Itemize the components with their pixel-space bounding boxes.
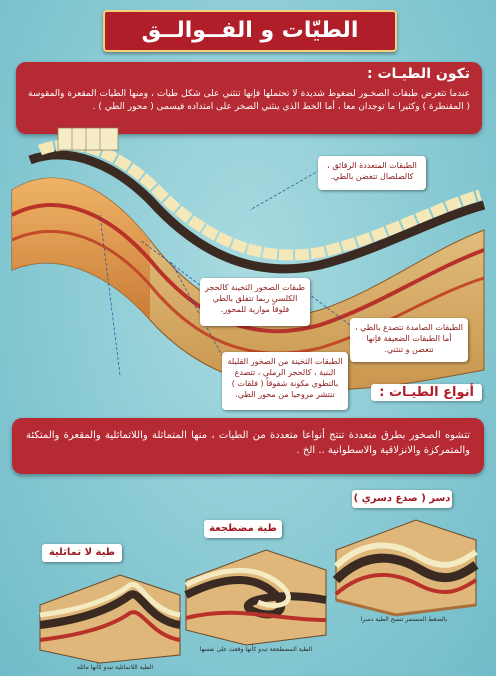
- thrust-fold-block: [326, 510, 486, 620]
- label-recumbent-fold: طية مضطجعة: [204, 520, 282, 538]
- recumbent-fold-block: [176, 540, 336, 650]
- callout-laminated-layers: الطبقات المتعددة الرقائق ، كالصلصال تتغضن بالطي.: [318, 156, 426, 190]
- formation-heading: تكون الطيـات :: [367, 66, 470, 82]
- caption-recumbent: الطية المضطجعة تبدو كأنها وقعت على نفسها: [199, 646, 313, 653]
- caption-thrust: بالضغط المستمر تنسح الطية دسرا: [360, 616, 448, 623]
- caption-asymmetric: الطية اللاتماثلية تبدو كأنها مائلة: [76, 664, 154, 671]
- label-asymmetric-fold: طية لا تماثلية: [42, 544, 122, 562]
- asymmetric-fold-block: [30, 565, 190, 665]
- callout-competent-layers: الطبقات الصامدة تتصدع بالطي ، أما الطبقات الضعيفة فإنها تتغضن و تنثني.: [350, 318, 468, 362]
- types-section: [12, 418, 484, 474]
- callout-thick-limestone: طبقات الصخور الثخينة كالحجر الكلسي ربما تتفلق بالطي فلوقاً موازية للمحور.: [200, 278, 310, 326]
- callout-sandstone-fractures: الطبقات الثخينة من الصخور القليلة البنية ، كالحجر الرملي ، تتصدع بالتطوي مكونة شقوقاً ( فلقات ) تنتشر مروحيا من محور الطي.: [222, 352, 348, 410]
- formation-text: عندما تتعرض طبقات الصخـور لضغوط شديدة لا تحتملها فإنها تنثني على شكل طيات ، ومنها الطيات المقعرة والمقوسة ( المقنطرة ) وكثيرا ما توجدان معا ، أما الخط الذي ينثني الصخر على امتداده فيسمى ( محور الطي ) .: [28, 89, 470, 112]
- types-heading: أنواع الطيـات :: [371, 384, 482, 401]
- types-text: تتشوه الصخور بطرق متعددة تنتج أنواعا متعددة من الطيات ، منها المتماثلة واللاتماثلية والمقعرة والمتكئة والمتمركزة والانزلاقية والاسطوانية .. الخ .: [26, 430, 470, 456]
- page-title: الطيّات و الفــوالــق: [103, 10, 397, 52]
- label-thrust-fault: دسر ( صدع دسري ): [352, 490, 452, 508]
